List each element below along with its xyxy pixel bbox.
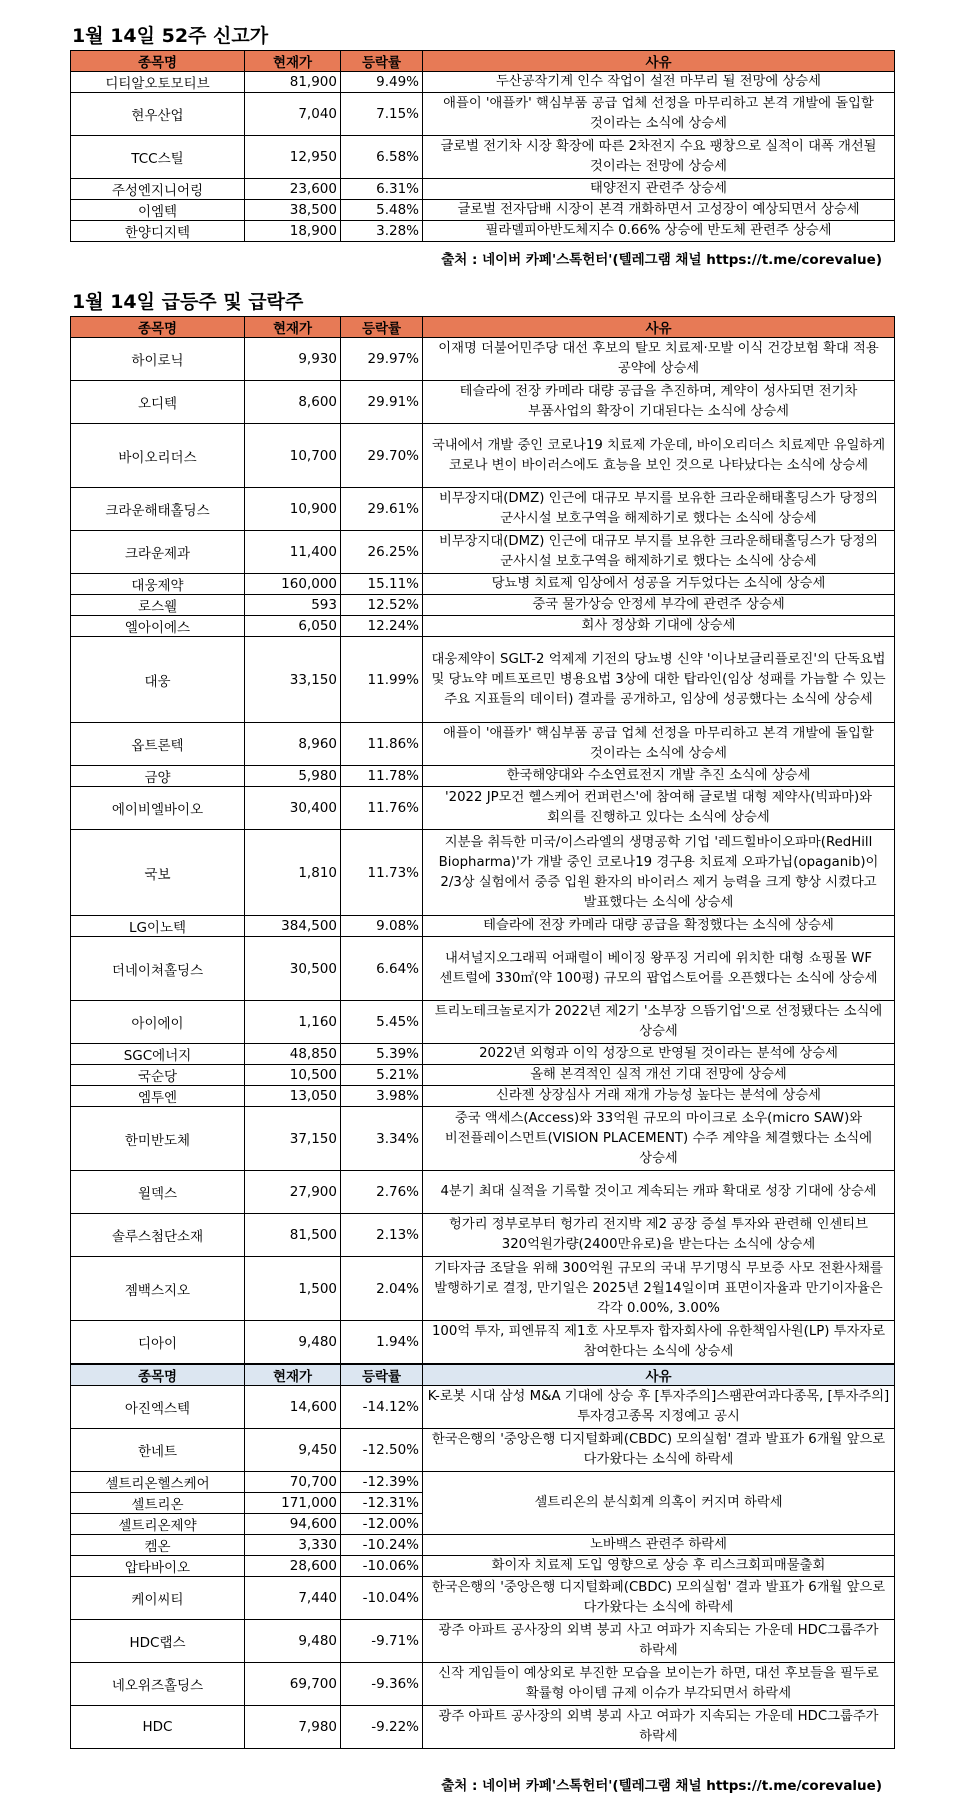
reason-text: 셀트리온의 분식회계 의혹이 커지며 하락세 <box>423 1471 895 1534</box>
table-row <box>71 1321 895 1364</box>
current-price: 30,400 <box>245 787 341 830</box>
table-header-row <box>71 317 895 338</box>
table-row <box>71 200 895 221</box>
header-stock-name: 종목명 <box>71 1364 245 1386</box>
change-rate: 29.91% <box>341 381 423 424</box>
new-high-table <box>70 50 895 242</box>
stock-name: HDC <box>71 1705 245 1748</box>
header-reason: 사유 <box>423 1364 895 1386</box>
stock-name: 로스웰 <box>71 595 245 616</box>
current-price: 7,980 <box>245 1705 341 1748</box>
stock-name: 한미반도체 <box>71 1107 245 1171</box>
stock-name: 바이오리더스 <box>71 424 245 488</box>
reason-text: 노바백스 관련주 하락세 <box>423 1534 895 1555</box>
current-price: 23,600 <box>245 179 341 200</box>
reason-text: 신작 게임들이 예상외로 부진한 모습을 보이는가 하면, 대선 후보들을 필두로 확률형 아이템 규제 이슈가 부각되면서 하락세 <box>423 1662 895 1705</box>
stock-name: TCC스틸 <box>71 136 245 179</box>
reason-text: 글로벌 전기차 시장 확장에 따른 2차전지 수요 팽창으로 실적이 대폭 개선될 것이라는 전망에 상승세 <box>423 136 895 179</box>
current-price: 9,480 <box>245 1619 341 1662</box>
reason-text: 광주 아파트 공사장의 외벽 붕괴 사고 여파가 지속되는 가운데 HDC그룹주가 하락세 <box>423 1619 895 1662</box>
section1-source: 출처 : 네이버 카페'스톡헌터'(텔레그램 채널 https://t.me/corevalue) <box>441 252 882 268</box>
table-row <box>71 1171 895 1214</box>
reason-text: 한국해양대와 수소연료전지 개발 추진 소식에 상승세 <box>423 766 895 787</box>
stock-name: 금양 <box>71 766 245 787</box>
header-reason: 사유 <box>423 317 895 338</box>
stock-name: 셀트리온헬스케어 <box>71 1471 245 1492</box>
change-rate: 12.52% <box>341 595 423 616</box>
reason-text: 내셔널지오그래픽 어패럴이 베이징 왕푸징 거리에 위치한 대형 쇼핑몰 WF 센트럴에 330㎡(약 100평) 규모의 팝업스토어를 오픈했다는 소식에 상승세 <box>423 937 895 1001</box>
table-row <box>71 616 895 637</box>
stock-name: 압타바이오 <box>71 1555 245 1576</box>
current-price: 9,930 <box>245 338 341 381</box>
reason-text: 한국은행의 '중앙은행 디지털화폐(CBDC) 모의실험' 결과 발표가 6개월 앞으로 다가왔다는 소식에 하락세 <box>423 1428 895 1471</box>
current-price: 1,160 <box>245 1001 341 1044</box>
reason-text: 이재명 더불어민주당 대선 후보의 탈모 치료제·모발 이식 건강보험 확대 적용 공약에 상승세 <box>423 338 895 381</box>
reason-text: 트리노테크놀로지가 2022년 제2기 '소부장 으뜸기업'으로 선정됐다는 소식에 상승세 <box>423 1001 895 1044</box>
table-row <box>71 1107 895 1171</box>
change-rate: -12.50% <box>341 1428 423 1471</box>
stock-name: 젬백스지오 <box>71 1257 245 1321</box>
stock-name: 국보 <box>71 830 245 916</box>
section1-title: 1월 14일 52주 신고가 <box>72 25 269 47</box>
change-rate: 5.48% <box>341 200 423 221</box>
table-row <box>71 637 895 723</box>
reason-text: 테슬라에 전장 카메라 대량 공급을 추진하며, 계약이 성사되면 전기차 부품사업의 확장이 기대된다는 소식에 상승세 <box>423 381 895 424</box>
reason-text: 두산공작기계 인수 작업이 설전 마무리 될 전망에 상승세 <box>423 72 895 93</box>
stock-name: 셀트리온 <box>71 1492 245 1513</box>
reason-text: 한국은행의 '중앙은행 디지털화폐(CBDC) 모의실험' 결과 발표가 6개월 앞으로 다가왔다는 소식에 하락세 <box>423 1576 895 1619</box>
current-price: 7,040 <box>245 93 341 136</box>
reason-text: 회사 정상화 기대에 상승세 <box>423 616 895 637</box>
table-row <box>71 1044 895 1065</box>
current-price: 1,810 <box>245 830 341 916</box>
table-row <box>71 1576 895 1619</box>
table-row <box>71 531 895 574</box>
reason-text: 4분기 최대 실적을 기록할 것이고 계속되는 캐파 확대로 성장 기대에 상승세 <box>423 1171 895 1214</box>
current-price: 593 <box>245 595 341 616</box>
reason-text: 글로벌 전자담배 시장이 본격 개화하면서 고성장이 예상되면서 상승세 <box>423 200 895 221</box>
stock-name: 옵트론텍 <box>71 723 245 766</box>
current-price: 1,500 <box>245 1257 341 1321</box>
table-row <box>71 766 895 787</box>
current-price: 10,700 <box>245 424 341 488</box>
change-rate: 1.94% <box>341 1321 423 1364</box>
stock-name: 하이로닉 <box>71 338 245 381</box>
change-rate: 9.49% <box>341 72 423 93</box>
current-price: 30,500 <box>245 937 341 1001</box>
reason-text: K-로봇 시대 삼성 M&A 기대에 상승 후 [투자주의]스팸관여과다종목, [투자주의]투자경고종목 지정예고 공시 <box>423 1385 895 1428</box>
reason-text: 중국 액세스(Access)와 33억원 규모의 마이크로 소우(micro SAW)와 비전플레이스먼트(VISION PLACEMENT) 수주 계약을 체결했다는 소식에 상승세 <box>423 1107 895 1171</box>
table-row <box>71 1214 895 1257</box>
change-rate: 29.70% <box>341 424 423 488</box>
current-price: 384,500 <box>245 916 341 937</box>
reason-text: 테슬라에 전장 카메라 대량 공급을 확정했다는 소식에 상승세 <box>423 916 895 937</box>
current-price: 69,700 <box>245 1662 341 1705</box>
stock-name: 오디텍 <box>71 381 245 424</box>
current-price: 81,500 <box>245 1214 341 1257</box>
header-stock-name: 종목명 <box>71 51 245 72</box>
change-rate: 26.25% <box>341 531 423 574</box>
stock-name: 크라운해태홀딩스 <box>71 488 245 531</box>
change-rate: 6.64% <box>341 937 423 1001</box>
change-rate: -12.31% <box>341 1492 423 1513</box>
change-rate: 11.76% <box>341 787 423 830</box>
table-row <box>71 179 895 200</box>
stock-name: 현우산업 <box>71 93 245 136</box>
current-price: 38,500 <box>245 200 341 221</box>
reason-text: 신라젠 상장심사 거래 재개 가능성 높다는 분석에 상승세 <box>423 1086 895 1107</box>
stock-name: 디티알오토모티브 <box>71 72 245 93</box>
stock-name: 솔루스첨단소재 <box>71 1214 245 1257</box>
current-price: 48,850 <box>245 1044 341 1065</box>
table-row <box>71 787 895 830</box>
change-rate: 3.34% <box>341 1107 423 1171</box>
change-rate: 6.31% <box>341 179 423 200</box>
table-row <box>71 136 895 179</box>
change-rate: 2.76% <box>341 1171 423 1214</box>
change-rate: 11.73% <box>341 830 423 916</box>
change-rate: 3.98% <box>341 1086 423 1107</box>
reason-text: 비무장지대(DMZ) 인근에 대규모 부지를 보유한 크라운해태홀딩스가 당정의 군사시설 보호구역을 해제하기로 했다는 소식에 상승세 <box>423 531 895 574</box>
reason-text: 대웅제약이 SGLT-2 억제제 기전의 당뇨병 신약 '이나보글리플로진'의 단독요법 및 당뇨약 메트포르민 병용요법 3상에 대한 탑라인(임상 성패를 가늠할 수 있는 주요 지표들의 데이터) 결과를 공개하고, 임상에 성공했다는 소식에 상승세 <box>423 637 895 723</box>
stock-name: 주성엔지니어링 <box>71 179 245 200</box>
current-price: 37,150 <box>245 1107 341 1171</box>
current-price: 94,600 <box>245 1513 341 1534</box>
reason-text: 비무장지대(DMZ) 인근에 대규모 부지를 보유한 크라운해태홀딩스가 당정의 군사시설 보호구역을 해제하기로 했다는 소식에 상승세 <box>423 488 895 531</box>
stock-name: 윌덱스 <box>71 1171 245 1214</box>
reason-text: 지분을 취득한 미국/이스라엘의 생명공학 기업 '레드힐바이오파마(RedHill Biopharma)'가 개발 중인 코로나19 경구용 치료제 오파가닙(opaganib)이 2/3상 실험에서 중증 입원 환자의 바이러스 제거 능력을 크게 향상 시켰다고 발표했다는 소식에 상승세 <box>423 830 895 916</box>
reason-text: 기타자금 조달을 위해 300억원 규모의 국내 무기명식 무보증 사모 전환사채를 발행하기로 결정, 만기일은 2025년 2월14일이며 표면이자율과 만기이자율은 각각 0.00%, 3.00% <box>423 1257 895 1321</box>
stock-name: SGC에너지 <box>71 1044 245 1065</box>
change-rate: 11.86% <box>341 723 423 766</box>
change-rate: 11.78% <box>341 766 423 787</box>
current-price: 33,150 <box>245 637 341 723</box>
table-row <box>71 93 895 136</box>
stock-name: 네오위즈홀딩스 <box>71 1662 245 1705</box>
current-price: 9,480 <box>245 1321 341 1364</box>
change-rate: 29.61% <box>341 488 423 531</box>
current-price: 171,000 <box>245 1492 341 1513</box>
table-row <box>71 1428 895 1471</box>
current-price: 6,050 <box>245 616 341 637</box>
table-row <box>71 1534 895 1555</box>
current-price: 13,050 <box>245 1086 341 1107</box>
reason-text: 헝가리 정부로부터 헝가리 전지박 제2 공장 증설 투자와 관련해 인센티브 320억원가량(2400만유로)을 받는다는 소식에 상승세 <box>423 1214 895 1257</box>
header-price: 현재가 <box>245 317 341 338</box>
stock-name: 국순당 <box>71 1065 245 1086</box>
table-row <box>71 1471 895 1492</box>
current-price: 7,440 <box>245 1576 341 1619</box>
change-rate: -12.39% <box>341 1471 423 1492</box>
header-change: 등락률 <box>341 317 423 338</box>
current-price: 81,900 <box>245 72 341 93</box>
current-price: 3,330 <box>245 1534 341 1555</box>
change-rate: 7.15% <box>341 93 423 136</box>
section2-title: 1월 14일 급등주 및 급락주 <box>72 291 304 313</box>
current-price: 27,900 <box>245 1171 341 1214</box>
table-row <box>71 1662 895 1705</box>
stock-name: 아이에이 <box>71 1001 245 1044</box>
stock-name: 한네트 <box>71 1428 245 1471</box>
table-row <box>71 723 895 766</box>
reason-text: 애플이 '애플카' 핵심부품 공급 업체 선정을 마무리하고 본격 개발에 돌입할 것이라는 소식에 상승세 <box>423 93 895 136</box>
change-rate: 3.28% <box>341 221 423 242</box>
reason-text: '2022 JP모건 헬스케어 컨퍼런스'에 참여해 글로벌 대형 제약사(빅파마)와 회의를 진행하고 있다는 소식에 상승세 <box>423 787 895 830</box>
movers-table <box>70 316 895 1749</box>
section2-source: 출처 : 네이버 카페'스톡헌터'(텔레그램 채널 https://t.me/corevalue) <box>441 1778 882 1794</box>
reason-text: 국내에서 개발 중인 코로나19 치료제 가운데, 바이오리더스 치료제만 유일하게 코로나 변이 바이러스에도 효능을 보인 것으로 나타났다는 소식에 상승세 <box>423 424 895 488</box>
change-rate: 11.99% <box>341 637 423 723</box>
table-row <box>71 574 895 595</box>
table-row <box>71 1065 895 1086</box>
header-change: 등락률 <box>341 1364 423 1386</box>
change-rate: 29.97% <box>341 338 423 381</box>
stock-name: 대웅제약 <box>71 574 245 595</box>
change-rate: -9.22% <box>341 1705 423 1748</box>
header-stock-name: 종목명 <box>71 317 245 338</box>
reason-text: 당뇨병 치료제 임상에서 성공을 거두었다는 소식에 상승세 <box>423 574 895 595</box>
change-rate: 15.11% <box>341 574 423 595</box>
stock-name: 케이씨티 <box>71 1576 245 1619</box>
header-price: 현재가 <box>245 51 341 72</box>
change-rate: -9.36% <box>341 1662 423 1705</box>
table-header-row-down <box>71 1364 895 1386</box>
current-price: 10,900 <box>245 488 341 531</box>
current-price: 8,600 <box>245 381 341 424</box>
current-price: 11,400 <box>245 531 341 574</box>
reason-text: 필라델피아반도체지수 0.66% 상승에 반도체 관련주 상승세 <box>423 221 895 242</box>
header-reason: 사유 <box>423 51 895 72</box>
stock-name: 에이비엘바이오 <box>71 787 245 830</box>
change-rate: 5.21% <box>341 1065 423 1086</box>
current-price: 8,960 <box>245 723 341 766</box>
change-rate: -12.00% <box>341 1513 423 1534</box>
current-price: 14,600 <box>245 1385 341 1428</box>
reason-text: 화이자 치료제 도입 영향으로 상승 후 리스크회피매물출회 <box>423 1555 895 1576</box>
table-row <box>71 221 895 242</box>
current-price: 160,000 <box>245 574 341 595</box>
table-row <box>71 595 895 616</box>
table-row <box>71 1705 895 1748</box>
reason-text: 광주 아파트 공사장의 외벽 붕괴 사고 여파가 지속되는 가운데 HDC그룹주가 하락세 <box>423 1705 895 1748</box>
reason-text: 2022년 외형과 이익 성장으로 반영될 것이라는 분석에 상승세 <box>423 1044 895 1065</box>
reason-text: 중국 물가상승 안정세 부각에 관련주 상승세 <box>423 595 895 616</box>
change-rate: 5.45% <box>341 1001 423 1044</box>
table-row <box>71 1619 895 1662</box>
table-row <box>71 1257 895 1321</box>
stock-name: HDC랩스 <box>71 1619 245 1662</box>
current-price: 5,980 <box>245 766 341 787</box>
change-rate: 2.04% <box>341 1257 423 1321</box>
header-price: 현재가 <box>245 1364 341 1386</box>
current-price: 9,450 <box>245 1428 341 1471</box>
reason-text: 애플이 '애플카' 핵심부품 공급 업체 선정을 마무리하고 본격 개발에 돌입할 것이라는 소식에 상승세 <box>423 723 895 766</box>
table-row <box>71 488 895 531</box>
stock-name: 더네이쳐홀딩스 <box>71 937 245 1001</box>
table-row <box>71 1385 895 1428</box>
stock-name: 디아이 <box>71 1321 245 1364</box>
current-price: 28,600 <box>245 1555 341 1576</box>
table-row <box>71 381 895 424</box>
stock-name: 켐온 <box>71 1534 245 1555</box>
reason-text: 올해 본격적인 실적 개선 기대 전망에 상승세 <box>423 1065 895 1086</box>
change-rate: 5.39% <box>341 1044 423 1065</box>
change-rate: -10.06% <box>341 1555 423 1576</box>
change-rate: -9.71% <box>341 1619 423 1662</box>
change-rate: 6.58% <box>341 136 423 179</box>
current-price: 10,500 <box>245 1065 341 1086</box>
change-rate: 2.13% <box>341 1214 423 1257</box>
change-rate: 9.08% <box>341 916 423 937</box>
table-row <box>71 916 895 937</box>
stock-name: 엠투엔 <box>71 1086 245 1107</box>
current-price: 18,900 <box>245 221 341 242</box>
stock-name: 아진엑스텍 <box>71 1385 245 1428</box>
stock-name: LG이노텍 <box>71 916 245 937</box>
table-row <box>71 830 895 916</box>
table-row <box>71 1555 895 1576</box>
change-rate: -10.04% <box>341 1576 423 1619</box>
stock-name: 크라운제과 <box>71 531 245 574</box>
stock-name: 한양디지텍 <box>71 221 245 242</box>
stock-name: 셀트리온제약 <box>71 1513 245 1534</box>
table-row <box>71 424 895 488</box>
change-rate: 12.24% <box>341 616 423 637</box>
table-header-row <box>71 51 895 72</box>
table-row <box>71 72 895 93</box>
reason-text: 태양전지 관련주 상승세 <box>423 179 895 200</box>
current-price: 70,700 <box>245 1471 341 1492</box>
stock-name: 엘아이에스 <box>71 616 245 637</box>
change-rate: -10.24% <box>341 1534 423 1555</box>
stock-name: 이엠텍 <box>71 200 245 221</box>
table-row <box>71 1086 895 1107</box>
current-price: 12,950 <box>245 136 341 179</box>
table-row <box>71 937 895 1001</box>
change-rate: -14.12% <box>341 1385 423 1428</box>
table-row <box>71 338 895 381</box>
stock-name: 대웅 <box>71 637 245 723</box>
table-row <box>71 1001 895 1044</box>
header-change: 등락률 <box>341 51 423 72</box>
reason-text: 100억 투자, 피엔뮤직 제1호 사모투자 합자회사에 유한책임사원(LP) 투자자로 참여한다는 소식에 상승세 <box>423 1321 895 1364</box>
